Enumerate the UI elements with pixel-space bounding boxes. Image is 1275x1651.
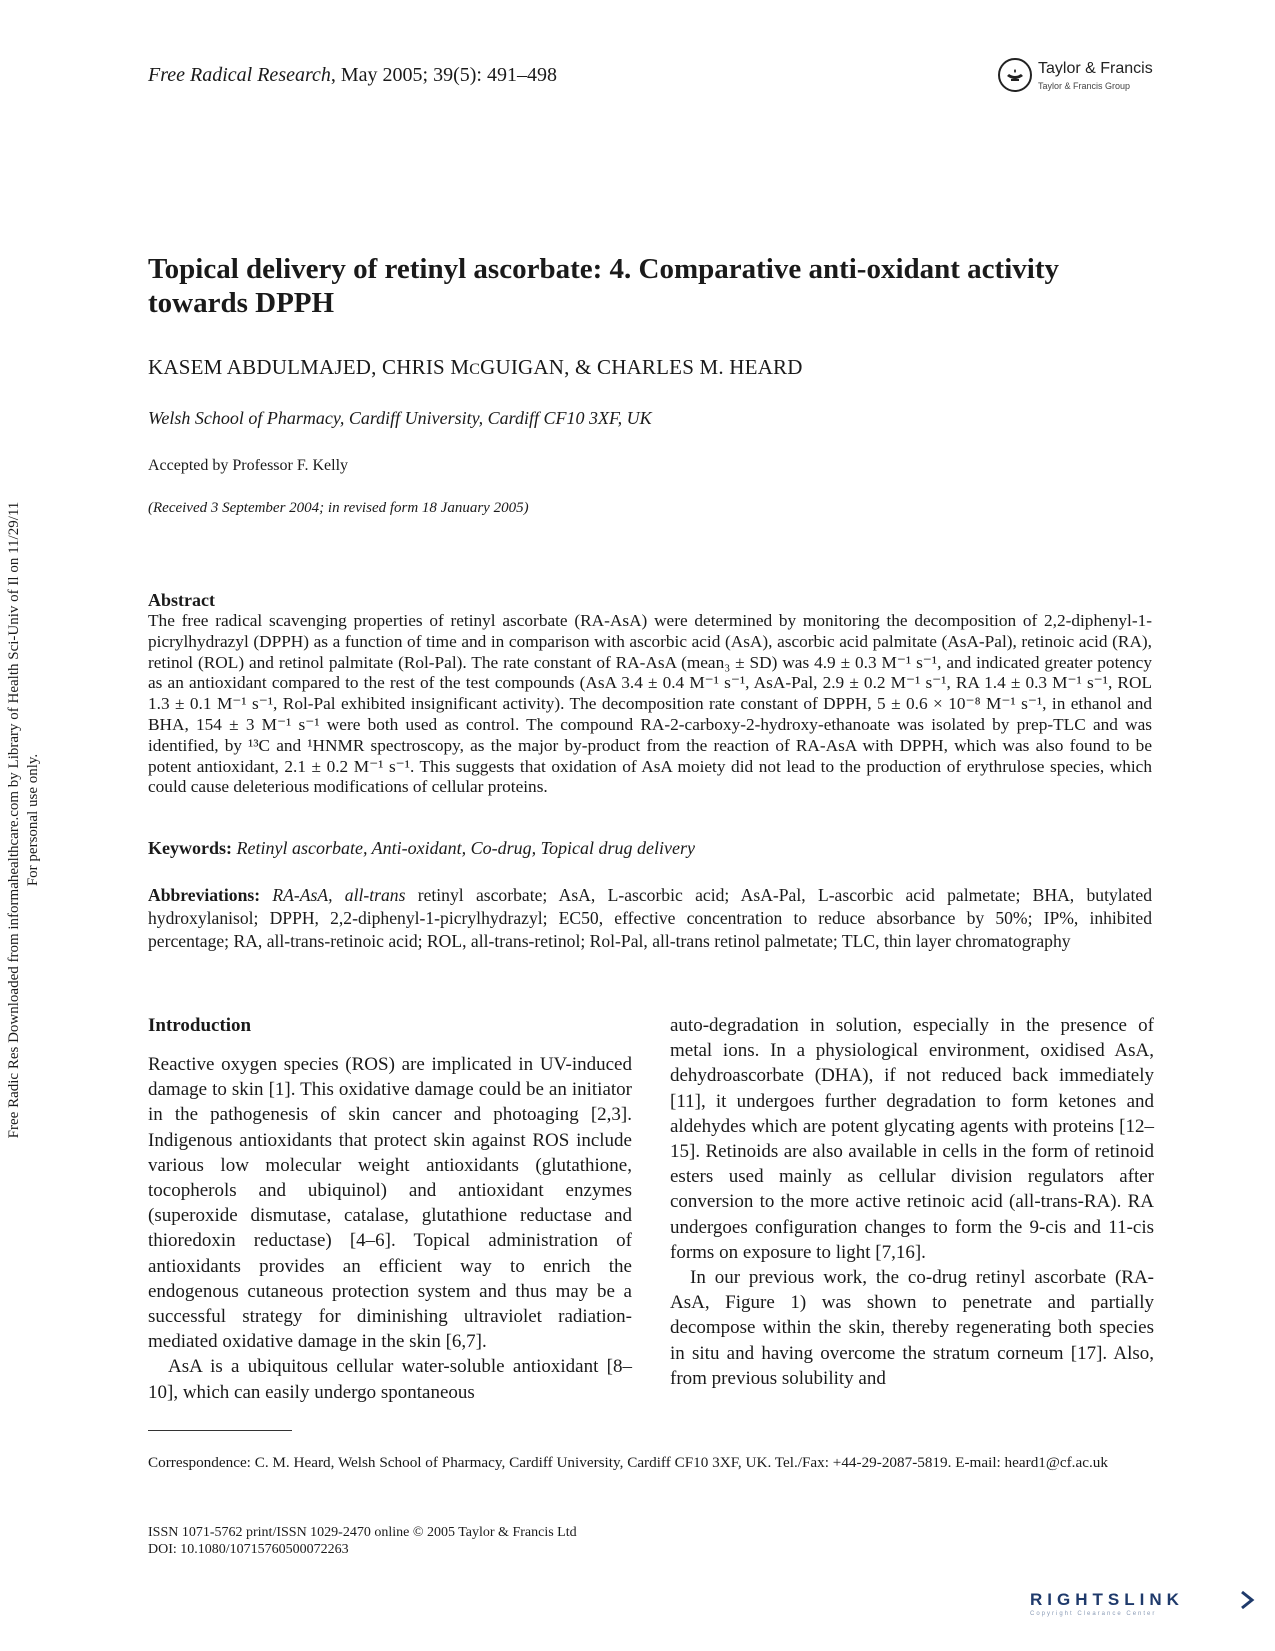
download-notice-line2: For personal use only. [25, 753, 41, 887]
keywords-label: Keywords: [148, 838, 232, 858]
rightslink-wordmark: RIGHTSLINK [1030, 1590, 1184, 1609]
keywords-value: Retinyl ascorbate, Anti-oxidant, Co-drug, Topical drug delivery [236, 838, 695, 858]
intro-paragraph-4: In our previous work, the co-drug retinyl ascorbate (RA-AsA, Figure 1) was shown to penetrate and partially decompose within the skin, thereby regenerating both species in situ and having overcome the stratum corneum [17]. Also, from previous solubility and [670, 1267, 1154, 1389]
abbreviations-text: retinyl ascorbate; AsA, L-ascorbic acid; AsA-Pal, L-ascorbic acid palmetate; BHA, butylated hydroxylanisol; DPPH, 2,2-diphenyl-1-picrylhydrazyl; EC50, effective concentration to reduce absorbance by 50%; IP%, inhibited percentage; RA, all-trans-retinoic acid; ROL, all-trans-retinol; Rol-Pal, all-trans retinol palmetate; TLC, thin layer chromatography [148, 885, 1152, 951]
rightslink-logo[interactable] [1030, 1590, 1260, 1626]
column-right [670, 1013, 1154, 1391]
download-notice [5, 120, 43, 1520]
publisher-logo [998, 54, 1183, 98]
accepted-by: Accepted by Professor F. Kelly [148, 457, 349, 474]
abstract-text: The free radical scavenging properties of retinyl ascorbate (RA-AsA) were determined by monitoring the decomposition of 2,2-diphenyl-1-picrylhydrazyl (DPPH) as a function of time and in comparison with ascorbic acid (AsA), ascorbic acid palmitate (AsA-Pal), retinoic acid (RA), retinol (ROL) and retinol palmitate (Rol-Pal). The rate constant of RA-AsA (mean₃ ± SD) was 4.9 ± 0.3 M⁻¹ s⁻¹, and indicated greater potency as an antioxidant compared to the rest of the test compounds (AsA 3.4 ± 0.4 M⁻¹ s⁻¹, AsA-Pal, 2.9 ± 0.2 M⁻¹ s⁻¹, RA 1.4 ± 0.3 M⁻¹ s⁻¹, ROL 1.3 ± 0.1 M⁻¹ s⁻¹, Rol-Pal exhibited insignificant activity). The decomposition rate constant of DPPH, 5 ± 0.6 × 10⁻⁸ M⁻¹ s⁻¹, in ethanol and BHA, 154 ± 3 M⁻¹ s⁻¹ were both used as control. The compound RA-2-carboxy-2-hydroxy-ethanoate was isolated by prep-TLC and was identified, by ¹³C and ¹HNMR spectroscopy, as the major by-product from the reaction of RA-AsA with DPPH, which was also found to be potent antioxidant, 2.1 ± 0.2 M⁻¹ s⁻¹. This suggests that oxidation of AsA moiety did not lead to the production of erythrulose species, which could cause deleterious modifications of cellular proteins. [148, 611, 1152, 797]
rightslink-subtitle: Copyright Clearance Center [1030, 1611, 1157, 1617]
download-notice-line1: Free Radic Res Downloaded from informahealthcare.com by Library of Health Sci-Univ of Il on 11/29/11 [6, 501, 22, 1139]
affiliation: Welsh School of Pharmacy, Cardiff University, Cardiff CF10 3XF, UK [148, 408, 652, 428]
lamp-icon [998, 58, 1032, 92]
column-left [148, 1014, 632, 1405]
publisher-group: Taylor & Francis Group [1038, 81, 1131, 91]
publisher-name: Taylor & Francis [1038, 60, 1153, 77]
abbreviations [148, 884, 1152, 953]
doi-line: DOI: 10.1080/10715760500072263 [148, 1542, 349, 1557]
author-list [148, 355, 803, 380]
authors-smallcaps: C [469, 361, 481, 378]
abbreviations-lead: RA-AsA, all-trans [272, 885, 406, 905]
intro-paragraph-1: Reactive oxygen species (ROS) are implicated in UV-induced damage to skin [1]. This oxidative damage could be an initiator in the pathogenesis of skin cancer and photoaging [2,3]. Indigenous antioxidants that protect skin against ROS include various low molecular weight antioxidants (glutathione, tocopherols and ubiquinol) and antioxidant enzymes (superoxide dismutase, catalase, glutathione reductase and thioredoxin reductase) [4–6]. Topical administration of antioxidants provides an efficient way to enrich the endogenous cutaneous protection system and thus may be a successful strategy for diminishing ultraviolet radiation-mediated oxidative damage in the skin [6,7]. [148, 1054, 632, 1353]
download-watermark [0, 0, 48, 1651]
received-dates: (Received 3 September 2004; in revised form 18 January 2005) [148, 500, 529, 516]
issn-line: ISSN 1071-5762 print/ISSN 1029-2470 online © 2005 Taylor & Francis Ltd [148, 1525, 577, 1540]
footnote-rule [148, 1430, 292, 1431]
journal-issue: , May 2005; 39(5): 491–498 [330, 64, 557, 86]
journal-citation [148, 64, 557, 87]
journal-name: Free Radical Research [148, 64, 331, 86]
authors-part2: GUIGAN, & CHARLES M. HEARD [480, 355, 803, 379]
intro-paragraph-2: AsA is a ubiquitous cellular water-soluble antioxidant [8–10], which can easily undergo spontaneous [148, 1356, 632, 1403]
abstract-heading: Abstract [148, 590, 215, 610]
issn-block [148, 1524, 577, 1558]
article-title: Topical delivery of retinyl ascorbate: 4. Comparative anti-oxidant activity towards DPPH [148, 253, 1059, 319]
keywords [148, 838, 1152, 859]
abbreviations-label: Abbreviations: [148, 885, 261, 905]
rightslink-arrow-icon [1238, 1590, 1256, 1610]
introduction-heading: Introduction [148, 1015, 252, 1036]
intro-paragraph-3: auto-degradation in solution, especially in the presence of metal ions. In a physiological environment, oxidised AsA, dehydroascorbate (DHA), if not reduced back immediately [11], it undergoes further degradation to form ketones and aldehydes which are potent glycating agents with proteins [12–15]. Retinoids are also available in cells in the form of retinoid esters used mainly as cellular division regulators after conversion to the more active retinoic acid (all-trans-RA). RA undergoes configuration changes to form the 9-cis and 11-cis forms on exposure to light [7,16]. [670, 1015, 1154, 1263]
authors-part1: KASEM ABDULMAJED, CHRIS M [148, 355, 470, 379]
abstract-section [148, 589, 1152, 798]
correspondence-note: Correspondence: C. M. Heard, Welsh School of Pharmacy, Cardiff University, Cardiff CF10 3XF, UK. Tel./Fax: +44-29-2087-5819. E-mail: heard1@cf.ac.uk [148, 1454, 1108, 1471]
